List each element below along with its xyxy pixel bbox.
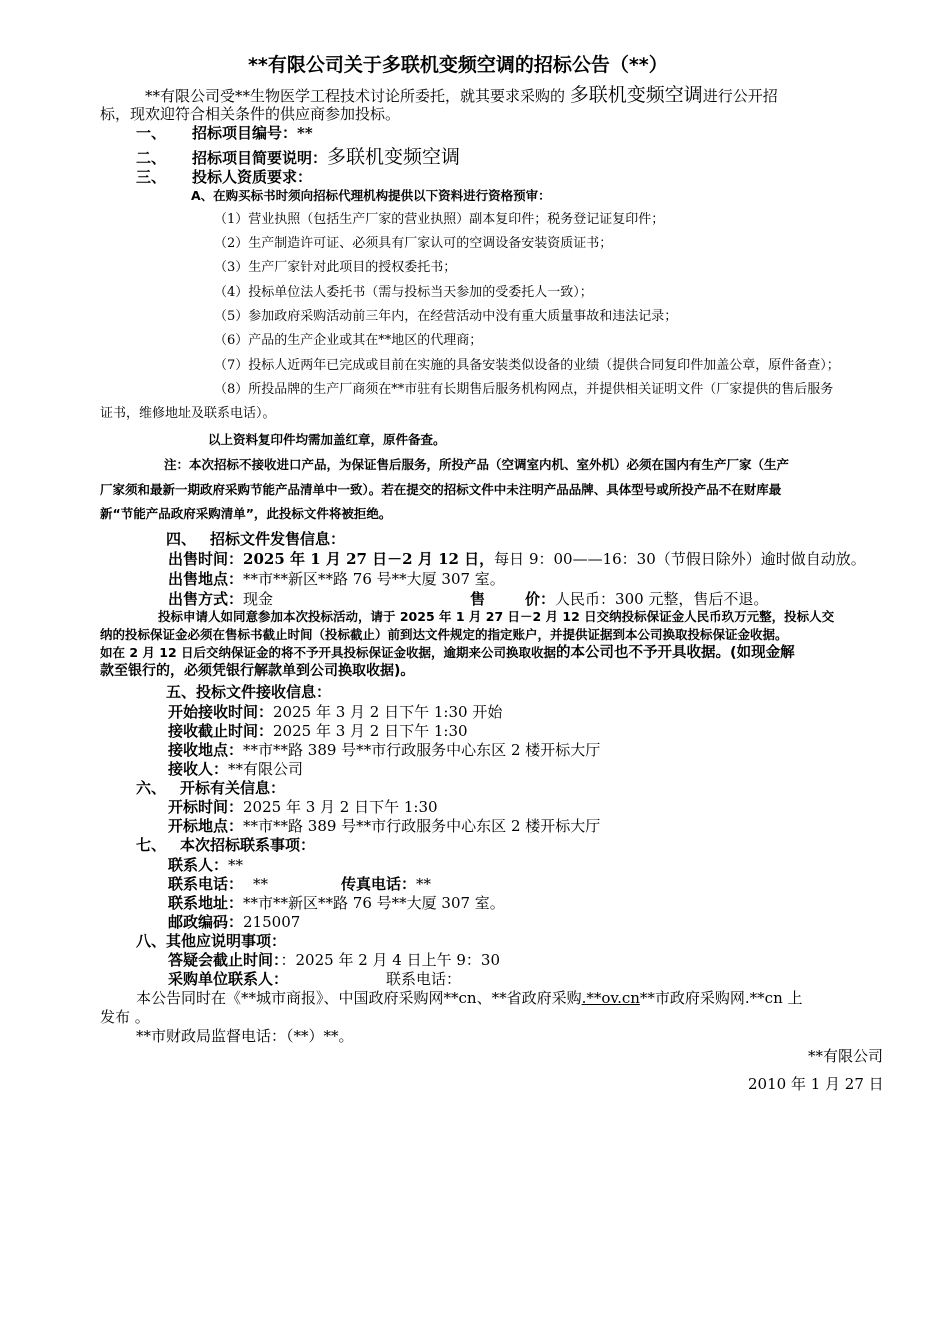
supervision-text: **市财政局监督电话：（**）**。 bbox=[136, 1027, 354, 1045]
opening-place-row bbox=[168, 817, 600, 835]
section-7-title: 本次招标联系事项： bbox=[180, 836, 316, 854]
section-2-title: 招标项目简要说明： bbox=[192, 149, 328, 167]
phone-row bbox=[168, 875, 268, 893]
requirement-text: （2）生产制造许可证、必须具有厂家认可的空调设备安装资质证书； bbox=[214, 236, 613, 251]
postcode-row bbox=[168, 913, 300, 931]
section-1-heading bbox=[136, 124, 313, 142]
section-1-title: 招标项目编号：** bbox=[192, 124, 313, 142]
requirement-item bbox=[214, 358, 840, 374]
requirement-item-continued bbox=[100, 406, 276, 422]
section-4-number: 四、 bbox=[166, 530, 197, 548]
section-3-title: 投标人资质要求： bbox=[192, 168, 313, 186]
requirement-item bbox=[214, 333, 482, 349]
section-7-number: 七、 bbox=[136, 836, 167, 854]
signature-date-text: 2010 年 1 月 27 日 bbox=[748, 1075, 884, 1093]
sale-price-label-2: 价： bbox=[525, 590, 556, 608]
section-3-number: 三、 bbox=[136, 168, 167, 186]
section-1-number: 一、 bbox=[136, 124, 167, 142]
sale-place-row bbox=[168, 570, 505, 588]
section-3-heading bbox=[136, 168, 312, 186]
receive-deadline-label: 接收截止时间： bbox=[168, 722, 274, 740]
publication-text: 本公告同时在《**城市商报》、中国政府采购网**cn、**省政府采购 bbox=[136, 989, 582, 1007]
publication-text: 发布 。 bbox=[100, 1008, 150, 1026]
deposit-note-text: 款至银行的，必须凭银行解款单到公司换取收据)。 bbox=[100, 663, 415, 679]
receive-place-value: **市**路 389 号**市行政服务中心东区 2 楼开标大厅 bbox=[243, 741, 601, 759]
supervision-line bbox=[136, 1027, 354, 1045]
requirement-item bbox=[214, 212, 664, 228]
intro-line-2 bbox=[100, 105, 400, 123]
section-6-heading bbox=[136, 779, 285, 797]
purchaser-contact-label: 采购单位联系人： bbox=[168, 970, 289, 988]
sale-method-value: 现金 bbox=[243, 590, 274, 608]
publication-link[interactable]: .**ov.cn bbox=[581, 989, 640, 1007]
section-5-title: 五、投标文件接收信息： bbox=[166, 683, 332, 701]
signature-company bbox=[808, 1047, 883, 1065]
contact-person-value: ** bbox=[228, 856, 244, 874]
section-5-heading bbox=[166, 683, 331, 701]
section-8-title: 八、其他应说明事项： bbox=[136, 932, 287, 950]
receive-start-value: 2025 年 3 月 2 日下午 1:30 开始 bbox=[273, 703, 503, 721]
requirement-text: （6）产品的生产企业或其在**地区的代理商； bbox=[214, 333, 483, 348]
intro-line-1 bbox=[145, 84, 778, 107]
intro-suffix: 进行公开招 bbox=[702, 87, 778, 105]
deposit-note-line-1 bbox=[158, 609, 834, 624]
receive-start-row bbox=[168, 703, 502, 721]
requirement-item bbox=[214, 260, 456, 276]
deposit-note-line-3 bbox=[100, 645, 795, 662]
requirement-item bbox=[214, 236, 612, 252]
fax-value: ** bbox=[416, 875, 432, 893]
phone-value: ** bbox=[253, 875, 269, 893]
title-text: **有限公司关于多联机变频空调的招标公告（**） bbox=[248, 54, 668, 76]
requirement-item bbox=[214, 309, 677, 325]
phone-label: 联系电话： bbox=[168, 875, 244, 893]
deposit-note-line-2 bbox=[100, 627, 788, 642]
section-6-number: 六、 bbox=[136, 779, 167, 797]
deposit-note-text: 的本公司也不予开具收据。(如现金解 bbox=[556, 645, 795, 661]
requirement-item bbox=[214, 382, 833, 398]
qa-deadline-row bbox=[168, 951, 500, 969]
requirement-text: （5）参加政府采购活动前三年内，在经营活动中没有重大质量事故和违法记录； bbox=[214, 309, 678, 324]
sale-time-row bbox=[168, 550, 866, 568]
section-2-project: 多联机变频空调 bbox=[327, 146, 461, 168]
section-8-heading bbox=[136, 932, 286, 950]
import-note-line-1 bbox=[164, 457, 789, 472]
sale-time-label: 出售时间： bbox=[168, 550, 244, 568]
qualification-intro-text: A、在购买标书时须向招标代理机构提供以下资料进行资格预审： bbox=[191, 188, 551, 203]
deposit-note-text: 如在 2 月 12 日后交纳保证金的将不予开具投标保证金收据，逾期来公司换取收据 bbox=[100, 645, 557, 660]
deposit-note-text: 纳的投标保证金必须在售标书截止时间（投标截止）前到达文件规定的指定账户，并提供证据到本公司换取投标保证金收据。 bbox=[100, 627, 788, 642]
receive-deadline-value: 2025 年 3 月 2 日下午 1:30 bbox=[273, 722, 468, 740]
receive-deadline-row bbox=[168, 722, 468, 740]
publication-text: **市政府采购网.**cn 上 bbox=[639, 989, 803, 1007]
section-4-title: 招标文件发售信息： bbox=[210, 530, 346, 548]
copy-note-text: 以上资料复印件均需加盖红章，原件备查。 bbox=[208, 432, 446, 447]
intro-highlight: 多联机变频空调 bbox=[569, 84, 703, 106]
section-6-title: 开标有关信息： bbox=[180, 779, 286, 797]
address-value: **市**新区**路 76 号**大厦 307 室。 bbox=[243, 894, 505, 912]
requirement-item bbox=[214, 285, 593, 301]
requirement-text: 证书，维修地址及联系电话）。 bbox=[100, 406, 276, 421]
postcode-value: 215007 bbox=[243, 913, 301, 931]
receiver-label: 接收人： bbox=[168, 760, 229, 778]
opening-time-value: 2025 年 3 月 2 日下午 1:30 bbox=[243, 798, 438, 816]
receiver-row bbox=[168, 760, 303, 778]
section-4-heading bbox=[166, 530, 345, 548]
copy-note bbox=[208, 432, 446, 447]
requirement-text: （3）生产厂家针对此项目的授权委托书； bbox=[214, 260, 457, 275]
sale-place-value: **市**新区**路 76 号**大厦 307 室。 bbox=[243, 570, 505, 588]
sale-method-label: 出售方式： bbox=[168, 590, 244, 608]
requirement-text: （4）投标单位法人委托书（需与投标当天参加的受委托人一致）； bbox=[214, 285, 593, 300]
receive-start-label: 开始接收时间： bbox=[168, 703, 274, 721]
publication-line-1 bbox=[136, 989, 803, 1007]
sale-place-label: 出售地点： bbox=[168, 570, 244, 588]
deposit-note-text: 投标申请人如同意参加本次投标活动，请于 2025 年 1 月 27 日－2 月 12 日交纳投标保证金人民币玖万元整，投标人交 bbox=[158, 609, 835, 624]
fax-label: 传真电话： bbox=[341, 875, 417, 893]
sale-price-label-1: 售 bbox=[470, 590, 486, 608]
receive-place-label: 接收地点： bbox=[168, 741, 244, 759]
opening-time-label: 开标时间： bbox=[168, 798, 244, 816]
import-note-text: 注：本次招标不接收进口产品，为保证售后服务，所投产品（空调室内机、室外机）必须在国内有生产厂家（生产 bbox=[164, 457, 790, 472]
intro-line2-text: 标，现欢迎符合相关条件的供应商参加投标。 bbox=[100, 105, 401, 123]
signature-date bbox=[748, 1075, 884, 1093]
qualification-intro bbox=[191, 188, 551, 203]
publication-line-2 bbox=[100, 1008, 150, 1026]
section-2-number: 二、 bbox=[136, 149, 167, 167]
sale-price-row bbox=[470, 590, 768, 608]
requirement-text: （1）营业执照（包括生产厂家的营业执照）副本复印件；税务登记证复印件； bbox=[214, 212, 665, 227]
qa-deadline-value: ：2025 年 2 月 4 日上午 9：30 bbox=[280, 951, 501, 969]
opening-place-value: **市**路 389 号**市行政服务中心东区 2 楼开标大厅 bbox=[243, 817, 601, 835]
signature-company-text: **有限公司 bbox=[808, 1047, 884, 1065]
sale-price-value: 人民币：300 元整，售后不退。 bbox=[555, 590, 769, 608]
opening-time-row bbox=[168, 798, 438, 816]
import-note-text: 厂家须和最新一期政府采购节能产品清单中一致）。若在提交的招标文件中未注明产品品牌、具体型号或所投产品不在财库最 bbox=[100, 482, 782, 497]
purchaser-phone-row bbox=[386, 970, 461, 988]
requirement-text: （7）投标人近两年已完成或目前在实施的具备安装类似设备的业绩（提供合同复印件加盖公章，原件备查）； bbox=[214, 358, 840, 373]
section-7-heading bbox=[136, 836, 315, 854]
contact-person-row bbox=[168, 856, 243, 874]
import-note-line-3 bbox=[100, 506, 391, 521]
requirement-text: （8）所投品牌的生产厂商须在**市驻有长期售后服务机构网点，并提供相关证明文件（厂家提供的售后服务 bbox=[214, 382, 834, 397]
deposit-note-line-4 bbox=[100, 663, 414, 680]
receiver-value: **有限公司 bbox=[228, 760, 304, 778]
purchaser-contact-row bbox=[168, 970, 288, 988]
address-row bbox=[168, 894, 505, 912]
import-note-text: 新“节能产品政府采购清单”，此投标文件将被拒绝。 bbox=[100, 506, 392, 521]
purchaser-phone-label: 联系电话： bbox=[386, 970, 462, 988]
receive-place-row bbox=[168, 741, 600, 759]
sale-time-hours: 每日 9：00——16：30（节假日除外）逾时做自动放。 bbox=[494, 550, 866, 568]
fax-row bbox=[341, 875, 431, 893]
section-2-heading bbox=[136, 146, 460, 169]
address-label: 联系地址： bbox=[168, 894, 244, 912]
intro-prefix: **有限公司受**生物医学工程技术讨论所委托，就其要求采购的 bbox=[145, 87, 570, 105]
qa-deadline-label: 答疑会截止时间： bbox=[168, 951, 281, 969]
postcode-label: 邮政编码： bbox=[168, 913, 244, 931]
sale-time-dates: 2025 年 1 月 27 日－2 月 12 日， bbox=[243, 550, 495, 568]
document-title bbox=[248, 54, 668, 77]
import-note-line-2 bbox=[100, 482, 781, 497]
sale-method-row bbox=[168, 590, 273, 608]
contact-person-label: 联系人： bbox=[168, 856, 229, 874]
opening-place-label: 开标地点： bbox=[168, 817, 244, 835]
